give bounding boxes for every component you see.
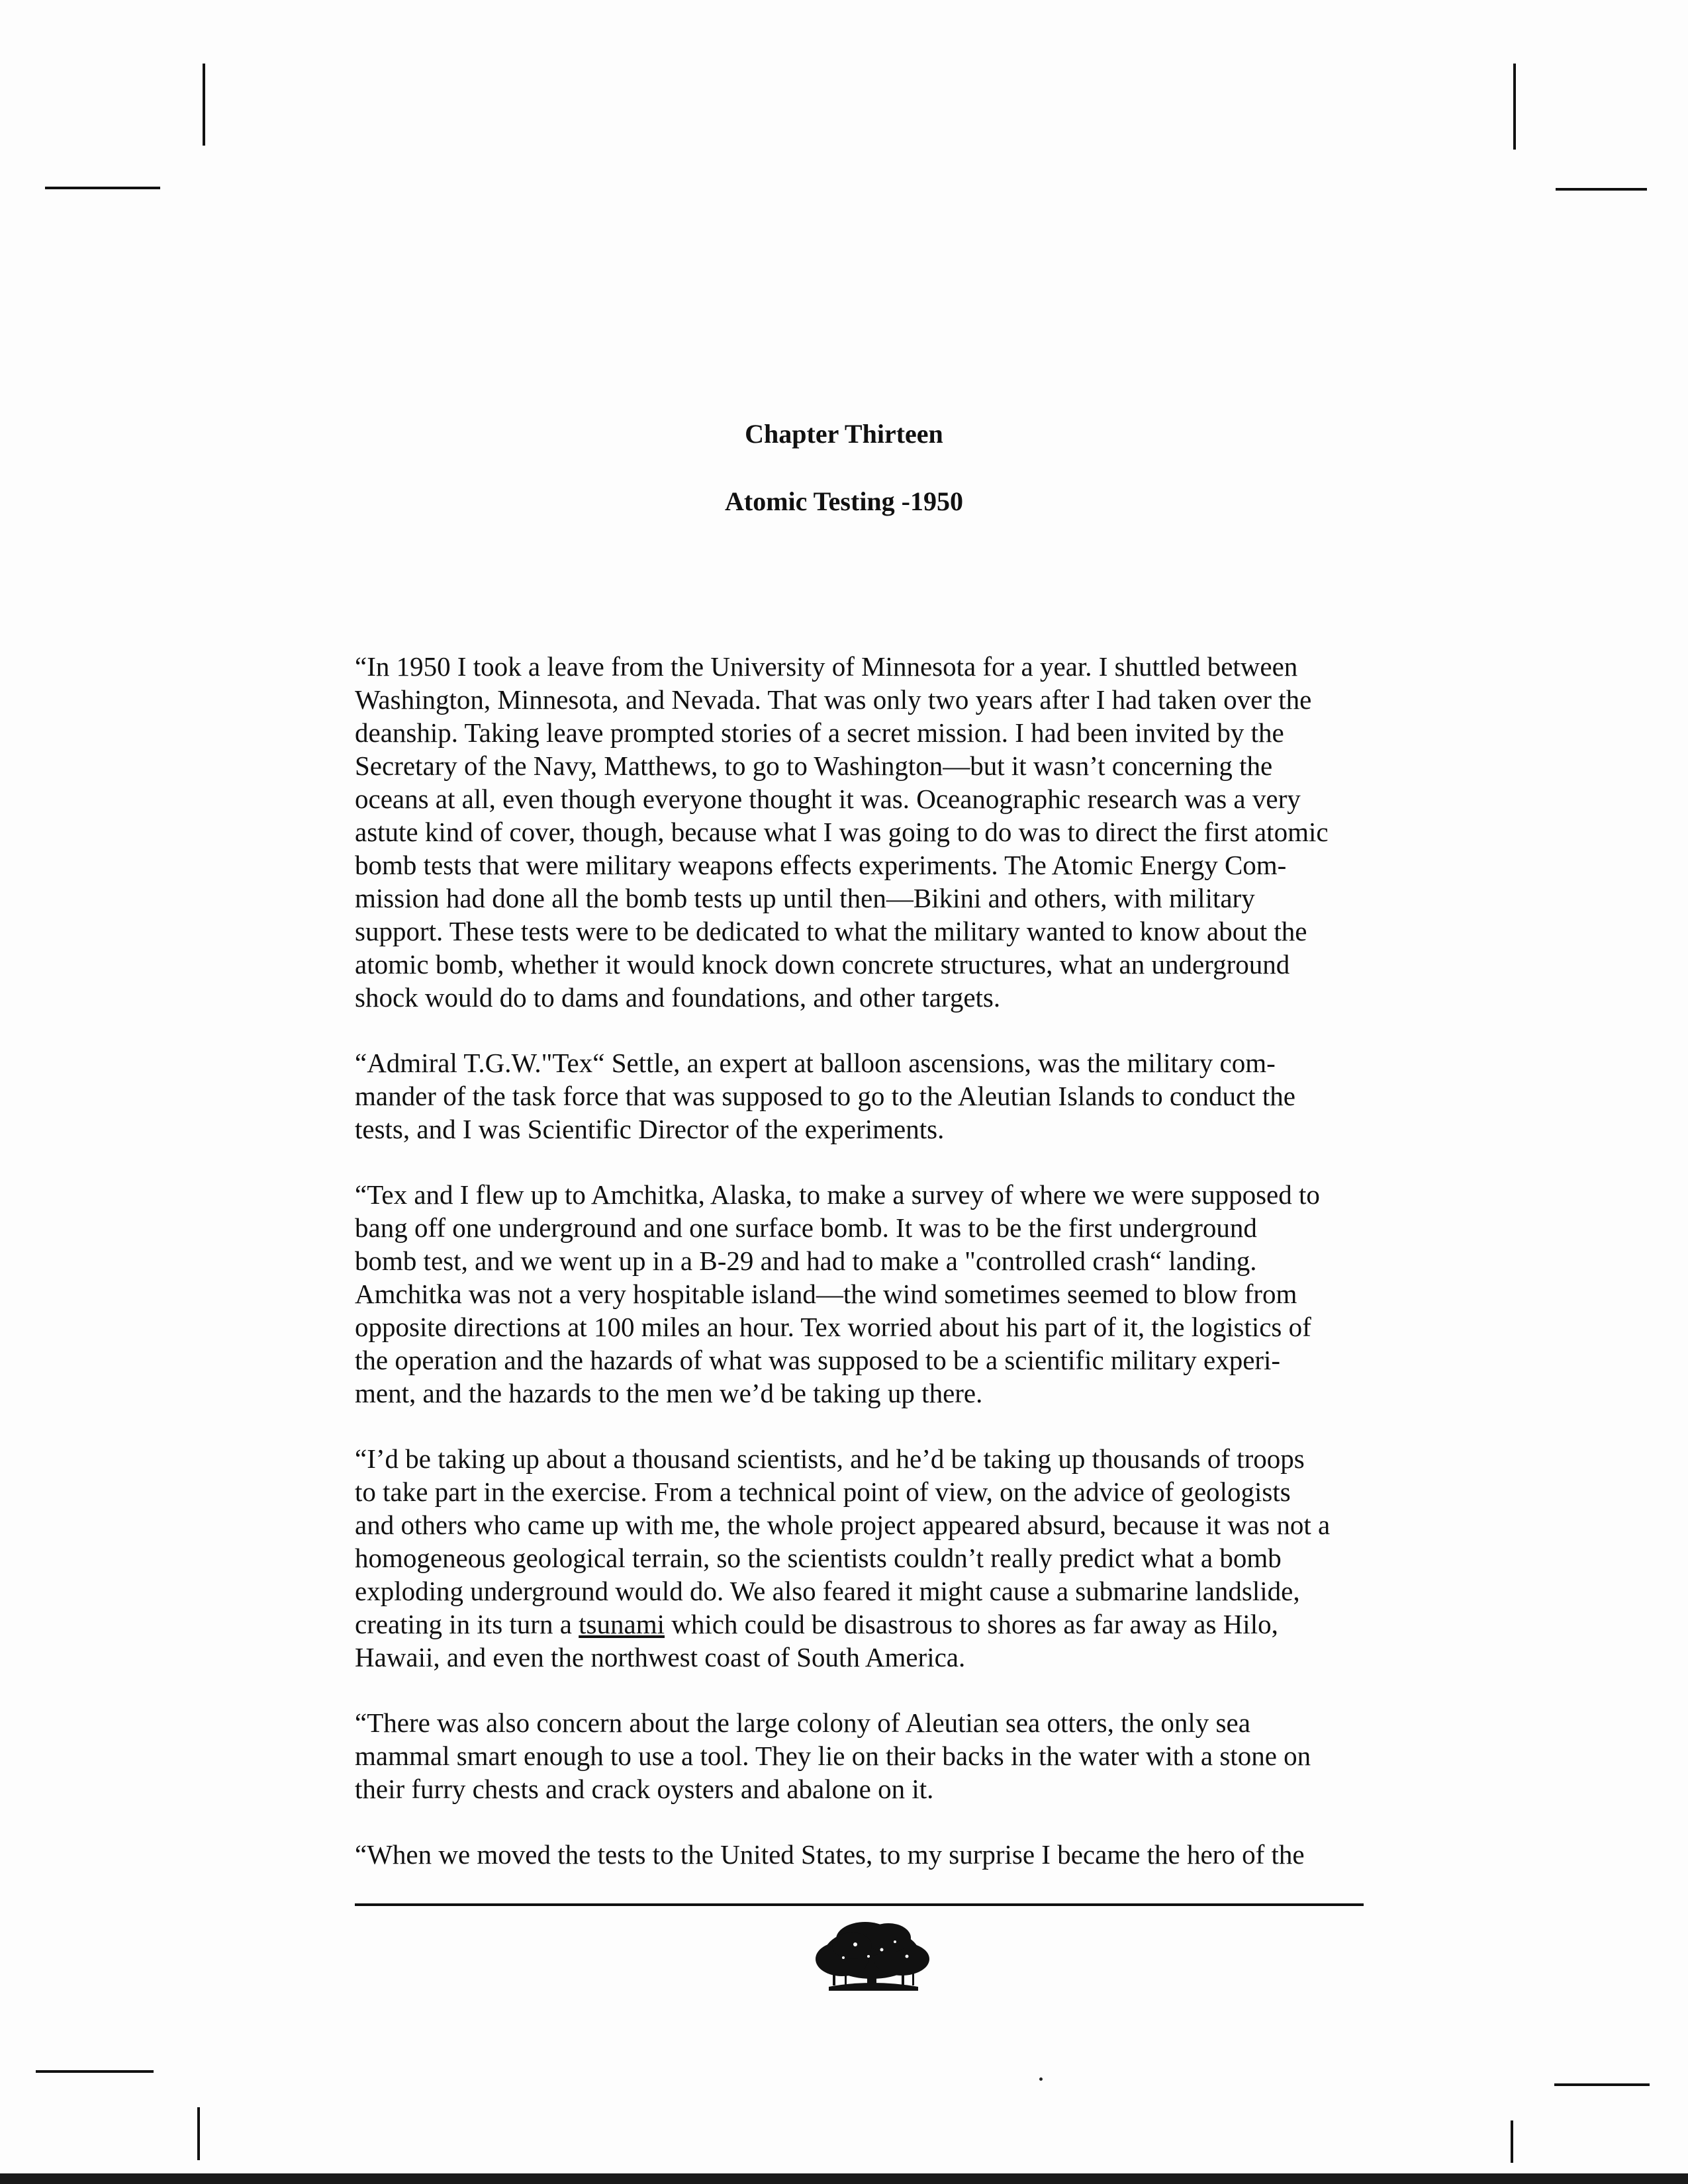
text-line: ment, and the hazards to the men we’d be taking up there. [355, 1378, 983, 1408]
text-line: bomb test, and we went up in a B-29 and had to make a "controlled crash“ landing. [355, 1246, 1257, 1276]
paragraph-2 [355, 1046, 1368, 1146]
text-line: atomic bomb, whether it would knock down concrete structures, what an underground [355, 949, 1290, 979]
text-line: to take part in the exercise. From a technical point of view, on the advice of geologists [355, 1477, 1291, 1507]
text-line: Washington, Minnesota, and Nevada. That was only two years after I had taken over the [355, 684, 1312, 715]
text-line: support. These tests were to be dedicated to what the military wanted to know about the [355, 916, 1307, 946]
text-line: exploding underground would do. We also feared it might cause a submarine landslide, [355, 1576, 1300, 1606]
underlined-term: tsunami [579, 1609, 665, 1639]
text-line: mander of the task force that was supposed to go to the Aleutian Islands to conduct the [355, 1081, 1295, 1111]
text-line: astute kind of cover, though, because what I was going to do was to direct the first atomic [355, 817, 1329, 847]
text-line: their furry chests and crack oysters and abalone on it. [355, 1774, 934, 1804]
text-line: opposite directions at 100 miles an hour. Tex worried about his part of it, the logistics of [355, 1312, 1311, 1342]
text-line: “There was also concern about the large colony of Aleutian sea otters, the only sea [355, 1707, 1250, 1738]
scan-speck [1039, 2077, 1043, 2081]
text-line: “In 1950 I took a leave from the University of Minnesota for a year. I shuttled between [355, 651, 1298, 682]
crop-mark-top-right-horizontal [1556, 188, 1647, 191]
text-line: shock would do to dams and foundations, and other targets. [355, 982, 1001, 1013]
crop-mark-top-left-horizontal [45, 187, 160, 189]
text-line: Secretary of the Navy, Matthews, to go to Washington—but it wasn’t concerning the [355, 751, 1273, 781]
text-line: Amchitka was not a very hospitable island—the wind sometimes seemed to blow from [355, 1279, 1297, 1309]
text-line: oceans at all, even though everyone thought it was. Oceanographic research was a very [355, 784, 1301, 814]
paragraph-5 [355, 1706, 1368, 1805]
chapter-subtitle: Atomic Testing -1950 [725, 486, 963, 516]
text-line: the operation and the hazards of what was supposed to be a scientific military experi- [355, 1345, 1281, 1375]
tree-logo-icon [802, 1913, 941, 1999]
paragraph-3 [355, 1178, 1368, 1410]
footer-rule [355, 1903, 1364, 1906]
crop-mark-bottom-left-vertical [197, 2107, 200, 2160]
chapter-title: Chapter Thirteen [745, 419, 943, 449]
paragraph-6 [355, 1838, 1368, 1871]
text-line: bang off one underground and one surface bomb. It was to be the first underground [355, 1212, 1257, 1243]
body-text [355, 650, 1368, 1903]
text-segment: creating in its turn a [355, 1609, 579, 1639]
text-line: mission had done all the bomb tests up until then—Bikini and others, with military [355, 883, 1255, 913]
crop-mark-bottom-left-horizontal [36, 2070, 154, 2073]
text-line [355, 1608, 1368, 1641]
text-line: “Admiral T.G.W."Tex“ Settle, an expert at balloon ascensions, was the military com- [355, 1048, 1276, 1078]
crop-mark-top-right-vertical [1513, 64, 1516, 150]
crop-mark-bottom-right-horizontal [1554, 2083, 1650, 2086]
text-line: “Tex and I flew up to Amchitka, Alaska, to make a survey of where we were supposed to [355, 1179, 1320, 1210]
text-line: and others who came up with me, the whole project appeared absurd, because it was not a [355, 1510, 1331, 1540]
crop-mark-top-left-vertical [203, 64, 205, 146]
text-line: deanship. Taking leave prompted stories of a secret mission. I had been invited by the [355, 717, 1284, 748]
text-segment: which could be disastrous to shores as far away as Hilo, [664, 1609, 1278, 1639]
scan-bottom-edge [0, 2173, 1688, 2184]
text-line: “I’d be taking up about a thousand scientists, and he’d be taking up thousands of troops [355, 1443, 1305, 1474]
crop-mark-bottom-right-vertical [1511, 2120, 1513, 2163]
text-line: bomb tests that were military weapons effects experiments. The Atomic Energy Com- [355, 850, 1287, 880]
text-line: Hawaii, and even the northwest coast of South America. [355, 1642, 966, 1672]
paragraph-4 [355, 1442, 1368, 1674]
text-line: mammal smart enough to use a tool. They lie on their backs in the water with a stone on [355, 1741, 1311, 1771]
text-line: tests, and I was Scientific Director of the experiments. [355, 1114, 945, 1144]
text-line: homogeneous geological terrain, so the scientists couldn’t really predict what a bomb [355, 1543, 1282, 1573]
text-line: “When we moved the tests to the United States, to my surprise I became the hero of the [355, 1839, 1305, 1870]
paragraph-1 [355, 650, 1368, 1014]
